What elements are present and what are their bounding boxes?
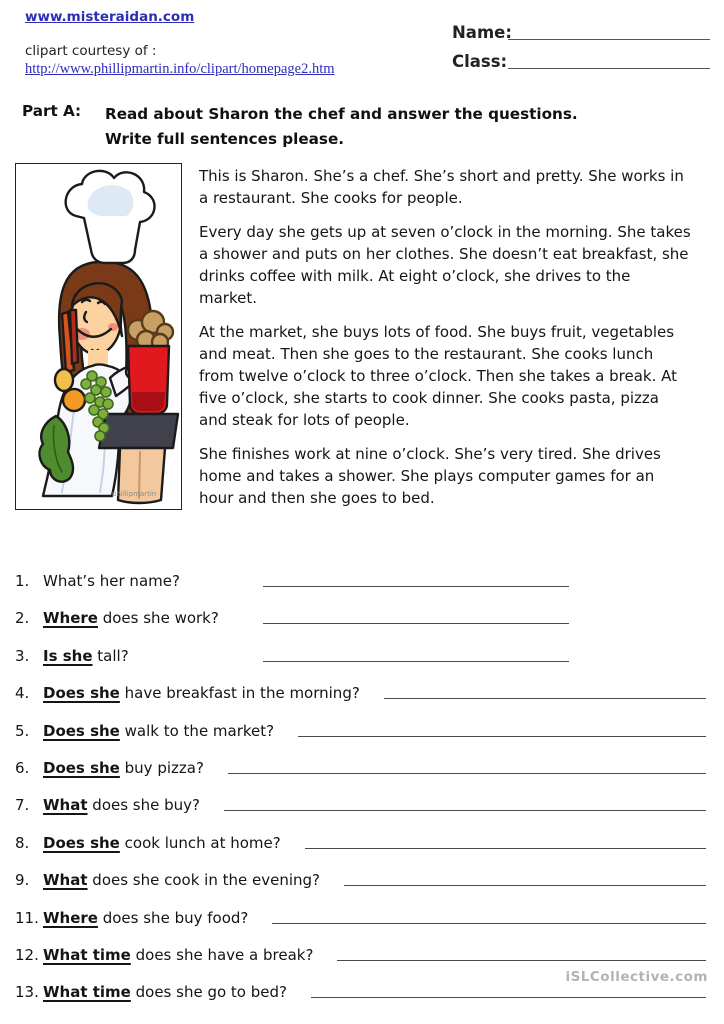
part-a-label: Part A: bbox=[22, 102, 82, 120]
part-a-instruction-2: Write full sentences please. bbox=[105, 130, 345, 148]
question-row-6 bbox=[15, 753, 712, 777]
question-row-9 bbox=[15, 865, 712, 889]
question-keyword: Does she bbox=[43, 833, 120, 852]
chef-clipart-illustration bbox=[16, 164, 181, 509]
question-text: What’s her name? bbox=[43, 572, 180, 590]
question-number: 5. bbox=[15, 721, 30, 740]
question-keyword: Does she bbox=[43, 758, 120, 777]
chef-hat bbox=[66, 171, 155, 263]
answer-line-5[interactable] bbox=[298, 736, 706, 737]
answer-line-13[interactable] bbox=[311, 997, 706, 998]
question-text: does she work? bbox=[97, 609, 219, 628]
passage-paragraph-1: This is Sharon. She’s a chef. She’s short and pretty. She works in a restaurant. She cooks for people. bbox=[199, 167, 684, 207]
name-row bbox=[452, 13, 710, 42]
answer-line-8[interactable] bbox=[305, 848, 706, 849]
question-row-12 bbox=[15, 940, 712, 964]
answer-line-11[interactable] bbox=[272, 923, 706, 924]
question-number: 12. bbox=[15, 945, 39, 964]
chef-clipart bbox=[15, 163, 182, 510]
question-number: 7. bbox=[15, 796, 30, 815]
question-text: buy pizza? bbox=[119, 758, 204, 777]
answer-line-4[interactable] bbox=[384, 698, 706, 699]
question-keyword: What time bbox=[43, 945, 131, 964]
question-text: does she go to bed? bbox=[130, 983, 287, 1002]
question-text: tall? bbox=[92, 646, 129, 665]
question-text: walk to the market? bbox=[119, 721, 275, 740]
passage-paragraph-3: At the market, she buys lots of food. She buys fruit, vegetables and meat. Then she goes to the restaurant. She cooks lunch from twelve o’clock to three o’clock. Then she takes a break. At five o’clock, she starts to cook dinner. She cooks pasta, pizza and steak for lots of people. bbox=[199, 323, 677, 429]
answer-line-12[interactable] bbox=[337, 960, 706, 961]
answer-line-7[interactable] bbox=[224, 810, 706, 811]
name-input-line[interactable] bbox=[508, 39, 710, 40]
question-number: 3. bbox=[15, 646, 30, 665]
reading-section bbox=[15, 163, 691, 521]
question-text: does she buy food? bbox=[97, 908, 249, 927]
part-a-instructions bbox=[105, 102, 578, 152]
clipart-credit-text: clipart courtesy of : bbox=[25, 43, 157, 59]
answer-line-6[interactable] bbox=[228, 773, 706, 774]
islcollective-watermark: iSLCollective.com bbox=[565, 969, 708, 985]
question-row-8 bbox=[15, 828, 712, 852]
question-number: 2. bbox=[15, 609, 30, 628]
question-text: does she cook in the evening? bbox=[87, 871, 321, 890]
passage-paragraph-4: She finishes work at nine o’clock. She’s very tired. She drives home and takes a shower. She plays computer games for an hour and then she goes to bed. bbox=[199, 445, 661, 507]
question-number: 1. bbox=[15, 572, 30, 590]
question-text: does she have a break? bbox=[130, 945, 314, 964]
name-class-block bbox=[452, 13, 710, 71]
question-row-3 bbox=[15, 641, 712, 665]
question-number: 11. bbox=[15, 908, 39, 927]
misteraidan-link[interactable]: www.misteraidan.com bbox=[25, 9, 195, 25]
questions-list bbox=[15, 566, 712, 1015]
question-keyword: What bbox=[43, 871, 88, 890]
question-row-11 bbox=[15, 903, 712, 927]
answer-line-3[interactable] bbox=[263, 661, 569, 662]
question-row-2 bbox=[15, 603, 712, 627]
answer-line-2[interactable] bbox=[263, 623, 569, 624]
question-keyword: What bbox=[43, 796, 88, 815]
question-keyword: Is she bbox=[43, 646, 93, 665]
question-number: 8. bbox=[15, 833, 30, 852]
answer-line-1[interactable] bbox=[263, 586, 569, 587]
answer-line-9[interactable] bbox=[344, 885, 706, 886]
question-text: does she buy? bbox=[87, 796, 200, 815]
question-number: 13. bbox=[15, 983, 39, 1002]
question-keyword: Does she bbox=[43, 684, 120, 703]
part-a-heading bbox=[22, 102, 578, 152]
question-number: 4. bbox=[15, 684, 30, 703]
question-keyword: What time bbox=[43, 983, 131, 1002]
question-text: cook lunch at home? bbox=[119, 833, 281, 852]
class-row bbox=[452, 42, 710, 71]
name-label: Name: bbox=[452, 23, 512, 42]
question-row-4 bbox=[15, 678, 712, 702]
question-keyword: Does she bbox=[43, 721, 120, 740]
question-number: 6. bbox=[15, 758, 30, 777]
reading-passage bbox=[199, 163, 691, 521]
question-row-7 bbox=[15, 790, 712, 814]
question-row-5 bbox=[15, 716, 712, 740]
phillipmartin-link[interactable]: http://www.phillipmartin.info/clipart/homepage2.htm bbox=[25, 61, 335, 77]
passage-paragraph-2: Every day she gets up at seven o’clock in the morning. She takes a shower and puts on her clothes. She doesn’t eat breakfast, she drinks coffee with milk. At eight o’clock, she drives to the market. bbox=[199, 223, 691, 307]
question-text: have breakfast in the morning? bbox=[119, 684, 360, 703]
question-keyword: Where bbox=[43, 609, 98, 628]
question-keyword: Where bbox=[43, 908, 98, 927]
class-label: Class: bbox=[452, 52, 508, 71]
question-number: 9. bbox=[15, 871, 30, 890]
class-input-line[interactable] bbox=[508, 68, 710, 69]
part-a-instruction-1: Read about Sharon the chef and answer the questions. bbox=[105, 105, 578, 123]
clipart-signature: phillipmartin bbox=[112, 490, 157, 498]
question-row-1 bbox=[15, 566, 712, 590]
counter bbox=[99, 414, 178, 448]
